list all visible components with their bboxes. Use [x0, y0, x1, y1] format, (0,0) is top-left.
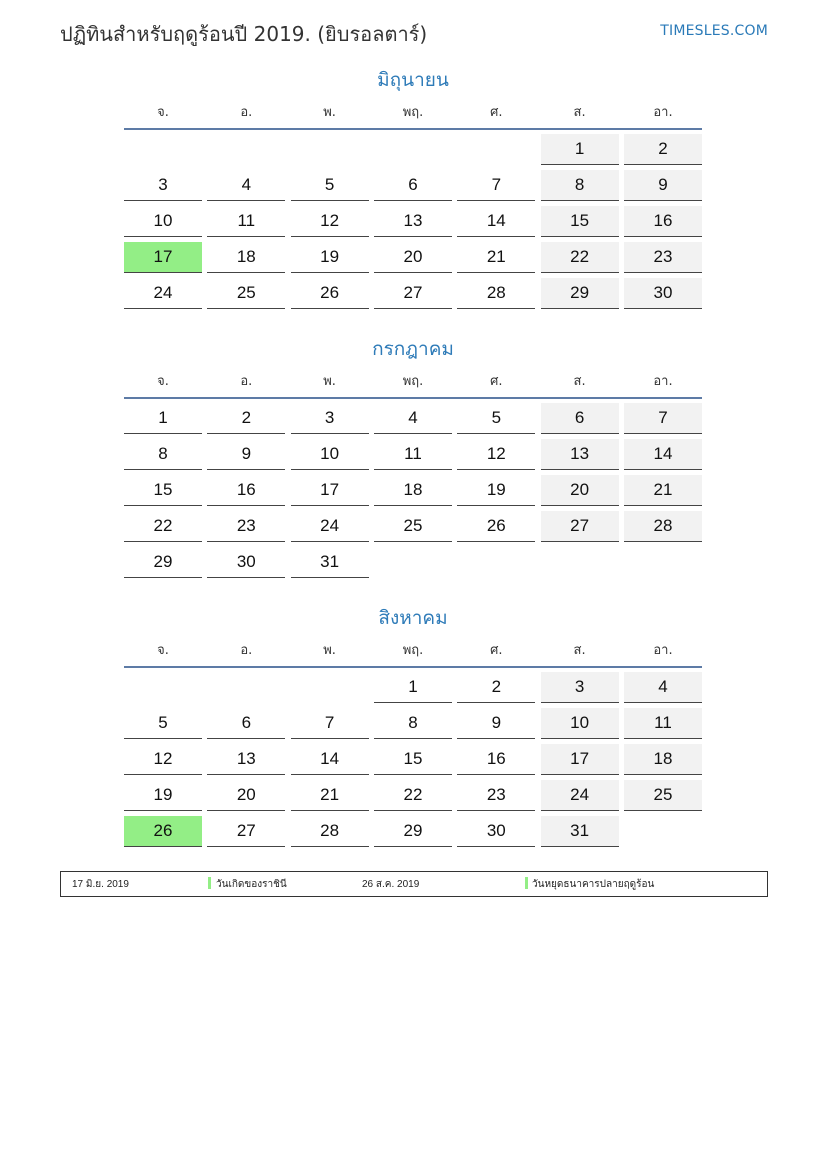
weekday-label: พฤ. — [402, 643, 424, 658]
weekday-label: ส. — [573, 374, 586, 389]
weekday-header — [124, 639, 702, 668]
day-cell[interactable]: 12 — [291, 206, 369, 237]
month-block — [124, 68, 702, 302]
day-cell[interactable]: 22 — [124, 511, 202, 542]
day-cell[interactable]: 18 — [207, 242, 285, 273]
legend-label-1: วันเกิดของราชินี — [216, 879, 287, 890]
day-cell[interactable]: 11 — [374, 439, 452, 470]
day-cell[interactable]: 29 — [124, 547, 202, 578]
day-cell[interactable]: 23 — [624, 242, 702, 273]
day-cell[interactable]: 1 — [374, 672, 452, 703]
day-cell[interactable]: 26 — [291, 278, 369, 309]
day-cell[interactable]: 19 — [291, 242, 369, 273]
weekday-label: พฤ. — [402, 105, 424, 120]
day-cell[interactable]: 6 — [541, 403, 619, 434]
weekday-label: จ. — [157, 643, 169, 658]
day-cell[interactable]: 4 — [374, 403, 452, 434]
page-title: ปฏิทินสำหรับฤดูร้อนปี 2019. (ยิบรอลตาร์) — [60, 22, 428, 46]
day-cell[interactable]: 31 — [291, 547, 369, 578]
day-cell[interactable]: 30 — [457, 816, 535, 847]
weekday-header — [124, 370, 702, 399]
day-cell[interactable]: 5 — [124, 708, 202, 739]
weekday-label: อ. — [240, 643, 253, 658]
day-cell[interactable]: 10 — [541, 708, 619, 739]
legend-color-marker-2 — [525, 877, 528, 889]
day-cell[interactable]: 2 — [624, 134, 702, 165]
day-cell[interactable]: 21 — [624, 475, 702, 506]
day-cell[interactable]: 14 — [291, 744, 369, 775]
day-cell[interactable]: 11 — [207, 206, 285, 237]
day-cell[interactable]: 14 — [624, 439, 702, 470]
day-cell[interactable]: 4 — [207, 170, 285, 201]
day-cell[interactable]: 7 — [291, 708, 369, 739]
day-cell[interactable]: 6 — [207, 708, 285, 739]
day-cell[interactable]: 10 — [124, 206, 202, 237]
day-cell[interactable]: 4 — [624, 672, 702, 703]
day-cell[interactable]: 12 — [124, 744, 202, 775]
weekday-label: อ. — [240, 374, 253, 389]
weekday-header — [124, 101, 702, 130]
day-cell[interactable]: 17 — [541, 744, 619, 775]
day-cell[interactable]: 24 — [541, 780, 619, 811]
weekday-label: อา. — [653, 105, 673, 120]
weekday-label: พ. — [323, 374, 336, 389]
day-cell[interactable]: 15 — [541, 206, 619, 237]
day-cell[interactable]: 21 — [457, 242, 535, 273]
day-cell[interactable]: 7 — [457, 170, 535, 201]
weekday-label: พ. — [323, 105, 336, 120]
day-cell[interactable]: 25 — [374, 511, 452, 542]
day-cell[interactable]: 23 — [457, 780, 535, 811]
day-cell[interactable]: 10 — [291, 439, 369, 470]
day-cell[interactable]: 5 — [291, 170, 369, 201]
day-cell[interactable]: 30 — [624, 278, 702, 309]
day-cell[interactable]: 7 — [624, 403, 702, 434]
day-cell[interactable]: 31 — [541, 816, 619, 847]
weekday-label: พฤ. — [402, 374, 424, 389]
weekday-label: ส. — [573, 643, 586, 658]
day-cell[interactable]: 13 — [374, 206, 452, 237]
day-cell[interactable]: 21 — [291, 780, 369, 811]
day-cell[interactable]: 2 — [457, 672, 535, 703]
day-cell[interactable]: 8 — [124, 439, 202, 470]
legend-color-marker-1 — [208, 877, 211, 889]
weekday-label: อา. — [653, 374, 673, 389]
day-cell[interactable]: 27 — [374, 278, 452, 309]
day-cell[interactable]: 9 — [207, 439, 285, 470]
day-cell[interactable]: 11 — [624, 708, 702, 739]
day-cell[interactable]: 27 — [207, 816, 285, 847]
day-cell[interactable]: 26 — [124, 816, 202, 847]
day-cell[interactable]: 3 — [291, 403, 369, 434]
month-block — [124, 606, 702, 840]
day-cell[interactable]: 3 — [541, 672, 619, 703]
day-cell[interactable]: 1 — [541, 134, 619, 165]
day-cell[interactable]: 5 — [457, 403, 535, 434]
day-cell[interactable]: 26 — [457, 511, 535, 542]
month-block — [124, 337, 702, 571]
legend-label-2: วันหยุดธนาคารปลายฤดูร้อน — [532, 879, 655, 890]
weekday-label: พ. — [323, 643, 336, 658]
day-cell[interactable]: 16 — [624, 206, 702, 237]
weekday-label: ศ. — [490, 374, 503, 389]
day-cell[interactable]: 20 — [541, 475, 619, 506]
day-cell[interactable]: 28 — [457, 278, 535, 309]
holiday-legend — [60, 871, 768, 897]
weekday-label: อา. — [653, 643, 673, 658]
day-cell[interactable]: 19 — [457, 475, 535, 506]
day-cell[interactable]: 24 — [124, 278, 202, 309]
legend-date-2: 26 ส.ค. 2019 — [362, 879, 420, 890]
day-cell[interactable]: 8 — [374, 708, 452, 739]
day-cell[interactable]: 18 — [374, 475, 452, 506]
day-cell[interactable]: 13 — [207, 744, 285, 775]
day-cell[interactable]: 28 — [291, 816, 369, 847]
day-cell[interactable]: 1 — [124, 403, 202, 434]
day-cell[interactable]: 15 — [374, 744, 452, 775]
day-cell[interactable]: 16 — [207, 475, 285, 506]
day-cell[interactable]: 24 — [291, 511, 369, 542]
weekday-label: อ. — [240, 105, 253, 120]
day-cell[interactable]: 30 — [207, 547, 285, 578]
day-cell[interactable]: 20 — [374, 242, 452, 273]
day-cell[interactable]: 3 — [124, 170, 202, 201]
day-cell[interactable]: 19 — [124, 780, 202, 811]
day-cell[interactable]: 20 — [207, 780, 285, 811]
weekday-label: ส. — [573, 105, 586, 120]
day-cell[interactable]: 17 — [124, 242, 202, 273]
day-cell[interactable]: 6 — [374, 170, 452, 201]
day-cell[interactable]: 25 — [624, 780, 702, 811]
day-cell[interactable]: 27 — [541, 511, 619, 542]
day-cell[interactable]: 14 — [457, 206, 535, 237]
weekday-label: จ. — [157, 374, 169, 389]
day-cell[interactable]: 29 — [374, 816, 452, 847]
day-cell[interactable]: 13 — [541, 439, 619, 470]
day-cell[interactable]: 15 — [124, 475, 202, 506]
day-cell[interactable]: 22 — [374, 780, 452, 811]
month-title: สิงหาคม — [378, 607, 448, 629]
day-cell[interactable]: 2 — [207, 403, 285, 434]
day-cell[interactable]: 8 — [541, 170, 619, 201]
day-cell[interactable]: 9 — [624, 170, 702, 201]
day-cell[interactable]: 28 — [624, 511, 702, 542]
day-cell[interactable]: 16 — [457, 744, 535, 775]
day-cell[interactable]: 29 — [541, 278, 619, 309]
weekday-label: ศ. — [490, 643, 503, 658]
brand-link[interactable]: TIMESLES.COM — [660, 23, 768, 39]
day-cell[interactable]: 23 — [207, 511, 285, 542]
weekday-label: ศ. — [490, 105, 503, 120]
day-cell[interactable]: 25 — [207, 278, 285, 309]
day-cell[interactable]: 12 — [457, 439, 535, 470]
day-cell[interactable]: 22 — [541, 242, 619, 273]
day-cell[interactable]: 9 — [457, 708, 535, 739]
legend-date-1: 17 มิ.ย. 2019 — [72, 879, 129, 890]
month-title: กรกฎาคม — [372, 338, 454, 360]
month-title: มิถุนายน — [377, 69, 449, 91]
weekday-label: จ. — [157, 105, 169, 120]
day-cell[interactable]: 17 — [291, 475, 369, 506]
day-cell[interactable]: 18 — [624, 744, 702, 775]
